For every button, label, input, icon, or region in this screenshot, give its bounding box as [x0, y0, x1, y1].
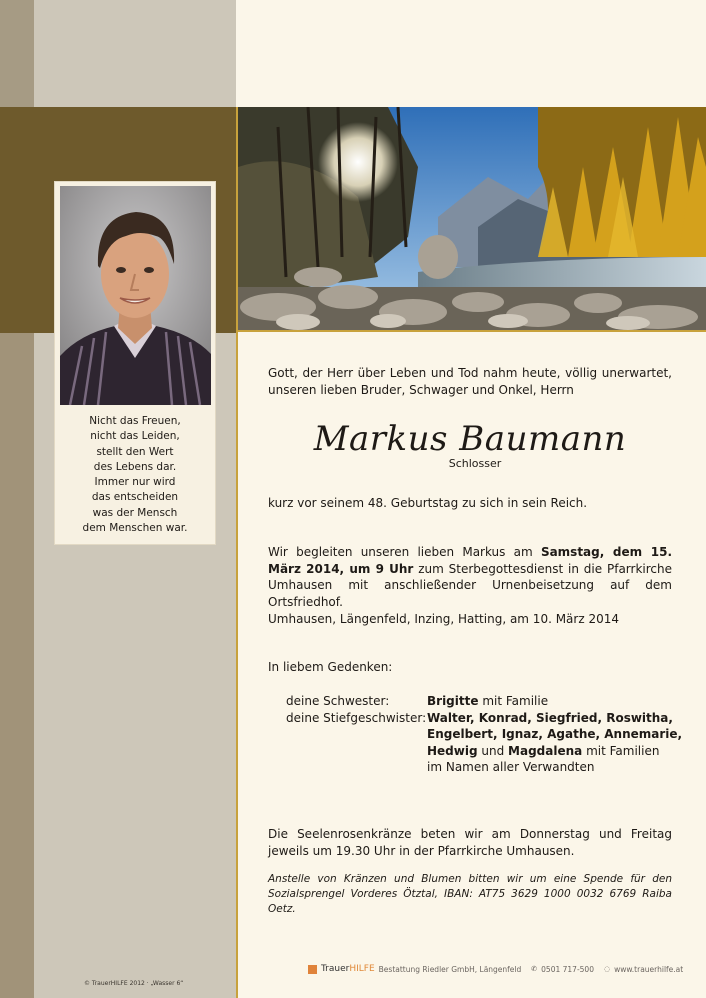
step-siblings-line: [427, 743, 659, 760]
relatives-list: [286, 693, 686, 783]
step-siblings-line: [427, 726, 682, 743]
step-sibling-name: Magdalena: [508, 743, 583, 758]
quote-line: Immer nur wird: [94, 476, 176, 489]
quote-line: stellt den Wert: [96, 445, 174, 458]
places-date: Umhausen, Längenfeld, Inzing, Hatting, am 10. März 2014: [268, 612, 619, 626]
brand-trauer: Trauer: [321, 964, 350, 974]
funeral-date: Samstag, dem 15. März 2014, um 9 Uhr: [268, 545, 672, 576]
deceased-name: Markus Baumann: [313, 419, 627, 459]
remembrance-heading: In liebem Gedenken:: [268, 660, 393, 674]
step-sibling-name: Hedwig: [427, 743, 478, 758]
quote-line: was der Mensch: [92, 506, 178, 519]
sister-label: deine Schwester:: [286, 694, 390, 708]
brand-name: [321, 964, 375, 974]
footer-brand: [308, 964, 683, 974]
sister-name: Brigitte: [427, 694, 479, 708]
quote-line: nicht das Leiden,: [90, 430, 180, 443]
memorial-quote: [54, 414, 216, 536]
quote-line: das entscheiden: [91, 491, 179, 504]
sister-entry: [427, 693, 548, 710]
quote-line: dem Menschen war.: [82, 522, 188, 535]
sister-suffix: mit Familie: [478, 694, 549, 708]
funeral-text: [268, 544, 672, 610]
landscape-photo: [238, 107, 706, 330]
website[interactable]: www.trauerhilfe.at: [614, 964, 684, 974]
brand-hilfe: HILFE: [349, 964, 375, 974]
intro-text: Gott, der Herr über Leben und Tod nahm heute, völlig unerwartet, unseren lieben Bruder, Schwager und Onkel, Herrn: [268, 366, 672, 397]
quote-line: des Lebens dar.: [93, 460, 177, 473]
portrait-photo: [60, 186, 211, 405]
quote-line: Nicht das Freuen,: [89, 415, 181, 427]
funeral-text-before: Wir begleiten unseren lieben Markus am: [268, 545, 541, 559]
rosary-info: Die Seelenrosenkränze beten wir am Donnerstag und Freitag jeweils um 19.30 Uhr in der Pfarrkirche Umhausen.: [268, 827, 672, 858]
phone-number: 0501 717-500: [541, 964, 594, 974]
gold-divider-horizontal: [236, 330, 706, 332]
step-siblings-names: Engelbert, Ignaz, Agathe, Annemarie,: [427, 727, 683, 741]
left-decor-strip-lower: [0, 333, 34, 998]
company-name: Bestattung Riedler GmbH, Längenfeld: [378, 964, 522, 974]
funeral-text-after: zum Sterbegottesdienst in die Pfarrkirche Umhausen mit anschließender Urnenbeisetzung auf dem Ortsfriedhof.: [268, 561, 672, 609]
footer-copyright: © TrauerHILFE 2012 · „Wasser 6“: [84, 980, 184, 987]
step-siblings-line: [427, 710, 673, 727]
birthday-line: kurz vor seinem 48. Geburtstag zu sich in sein Reich.: [268, 496, 588, 510]
step-siblings-line: im Namen aller Verwandten: [427, 760, 595, 774]
conjunction: und: [477, 743, 509, 758]
mountain-stream-illustration: [238, 107, 706, 330]
step-siblings-names: Walter, Konrad, Siegfried, Roswitha,: [427, 710, 673, 725]
brand-logo-icon: [308, 965, 317, 974]
donation-note: Anstelle von Kränzen und Blumen bitten wir um eine Spende für den Sozialsprengel Vorderes Ötztal, IBAN: AT75 3629 1000 0032 6769 Raiba Oetz.: [268, 873, 672, 915]
step-siblings-label: deine Stiefgeschwister:: [286, 710, 427, 725]
phone-icon: ✆: [531, 965, 538, 973]
occupation-text: Schlosser: [448, 457, 502, 470]
globe-icon: ◌: [603, 965, 611, 973]
step-siblings-suffix: mit Familien: [582, 743, 660, 758]
portrait-illustration: [60, 186, 211, 405]
occupation: [268, 457, 672, 470]
